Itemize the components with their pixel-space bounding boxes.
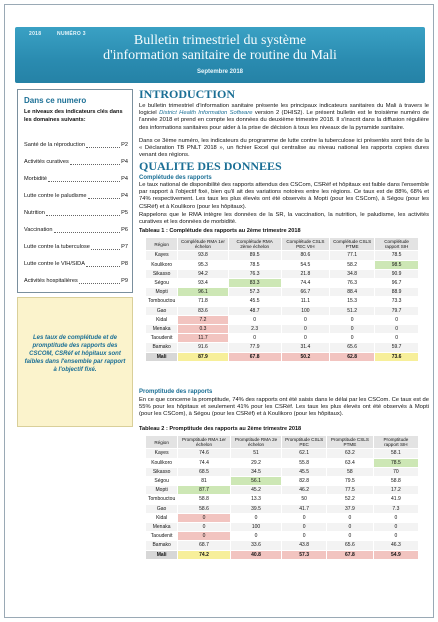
region-cell: Kayes xyxy=(146,449,178,458)
column-header: Région xyxy=(146,238,178,251)
bulletin-date: Septembre 2018 xyxy=(196,69,244,75)
callout-text: Les taux de complétude et de promptitude des rapports des CSCOM, CSRéf et hôpitaux sont faibles dans l'ensemble par rapport à l'objectif fixé. xyxy=(24,335,126,373)
value-cell: 17.2 xyxy=(373,486,418,495)
value-cell: 52.2 xyxy=(327,495,374,504)
issue-year: 2018 xyxy=(29,31,42,37)
value-cell: 68.5 xyxy=(178,467,231,476)
value-cell: 82.8 xyxy=(282,477,327,486)
value-cell: 70 xyxy=(373,467,418,476)
value-cell: 58.6 xyxy=(178,504,231,513)
value-cell: 78.5 xyxy=(228,260,281,269)
value-cell: 93.4 xyxy=(178,279,228,288)
toc-item-label: Lutte contre le paludisme xyxy=(24,193,87,199)
value-cell: 87.9 xyxy=(178,352,228,361)
sidebar-contents xyxy=(17,89,133,293)
region-cell: Ségou xyxy=(146,477,178,486)
value-cell: 62.1 xyxy=(282,449,327,458)
value-cell: 0 xyxy=(282,513,327,522)
value-cell: 76.3 xyxy=(330,279,375,288)
table-row xyxy=(146,523,419,532)
value-cell: 51.2 xyxy=(330,306,375,315)
value-cell: 0 xyxy=(327,523,374,532)
toc-item-page: P2 xyxy=(121,142,128,148)
value-cell: 0 xyxy=(330,334,375,343)
toc-leader xyxy=(70,159,120,165)
toc-item-page: P7 xyxy=(121,244,128,250)
toc-leader xyxy=(86,142,120,148)
value-cell: 54.5 xyxy=(281,260,329,269)
toc-leader xyxy=(88,193,121,199)
region-cell: Tombouctou xyxy=(146,297,178,306)
value-cell: 41.9 xyxy=(373,495,418,504)
value-cell: 0 xyxy=(330,325,375,334)
table-row xyxy=(146,541,419,550)
dhis2-link: District Health Information Software xyxy=(159,110,253,117)
value-cell: 77.5 xyxy=(327,486,374,495)
column-header: Complétude RMA 2ème échelon xyxy=(228,238,281,251)
value-cell: 34.5 xyxy=(230,467,282,476)
value-cell: 71.8 xyxy=(178,297,228,306)
toc-item[interactable] xyxy=(24,176,128,193)
completude-heading: Complétude des rapports xyxy=(139,175,212,181)
value-cell: 11.7 xyxy=(178,334,228,343)
intro-paragraph-2: Dans ce 3ème numéro, les indicateurs du programme de lutte contre la tuberculose ici présentés sont tirés de la « Déclaration TB PNLT 2018 », un fichier Excel qui centralise au niveau national les rapports copies dures venant des régions. xyxy=(139,138,429,159)
value-cell: 79.7 xyxy=(375,306,419,315)
value-cell: 51 xyxy=(230,449,282,458)
table-row xyxy=(146,279,419,288)
toc-item[interactable] xyxy=(24,278,128,295)
value-cell: 34.8 xyxy=(330,269,375,278)
column-header: Promptitude CSLS PEC xyxy=(282,436,327,449)
value-cell: 67.8 xyxy=(228,352,281,361)
highlight-callout xyxy=(17,297,133,427)
toc-item-page: P4 xyxy=(121,176,128,182)
toc-item-page: P9 xyxy=(121,278,128,284)
toc-item-label: Lutte contre le VIH/SIDA xyxy=(24,261,85,267)
toc-leader xyxy=(86,261,120,267)
value-cell: 90.9 xyxy=(375,269,419,278)
value-cell: 73.6 xyxy=(375,352,419,361)
table-row xyxy=(146,495,419,504)
region-cell: Mali xyxy=(146,550,178,559)
region-cell: Ségou xyxy=(146,279,178,288)
value-cell: 7.2 xyxy=(178,315,228,324)
value-cell: 0 xyxy=(373,523,418,532)
value-cell: 29.2 xyxy=(230,458,282,467)
region-cell: Koulikoro xyxy=(146,458,178,467)
column-header: Complétude RMA 1er échelon xyxy=(178,238,228,251)
value-cell: 58 xyxy=(327,467,374,476)
value-cell: 0 xyxy=(281,334,329,343)
completude-note: Rappelons que le RMA intègre les données de la SR, la vaccination, la nutrition, le paludisme, les activités curatives et les données de morbidité. xyxy=(139,212,429,226)
value-cell: 0 xyxy=(230,513,282,522)
table-row xyxy=(146,477,419,486)
value-cell: 79.5 xyxy=(327,477,374,486)
toc-item[interactable] xyxy=(24,227,128,244)
sidebar-heading: Dans ce numero xyxy=(24,96,87,105)
toc-item[interactable] xyxy=(24,244,128,261)
value-cell: 91.6 xyxy=(178,343,228,352)
bulletin-title-line2: d'information sanitaire de routine du Mali xyxy=(103,48,337,63)
table1-caption: Tableau 1 : Complétude des rapports au 2ème trimestre 2018 xyxy=(139,228,301,234)
table-row xyxy=(146,297,419,306)
value-cell: 80.6 xyxy=(281,251,329,260)
completude-table xyxy=(145,237,419,362)
toc-leader xyxy=(54,227,121,233)
region-cell: Gao xyxy=(146,306,178,315)
value-cell: 46.3 xyxy=(373,541,418,550)
value-cell: 2.3 xyxy=(228,325,281,334)
table-row xyxy=(146,449,419,458)
value-cell: 0 xyxy=(228,334,281,343)
toc-leader xyxy=(46,210,120,216)
table-row xyxy=(146,550,419,559)
promptitude-table xyxy=(145,435,419,560)
table-row xyxy=(146,458,419,467)
region-cell: Gao xyxy=(146,504,178,513)
header-banner xyxy=(15,27,425,83)
value-cell: 48.7 xyxy=(228,306,281,315)
value-cell: 62.8 xyxy=(330,352,375,361)
value-cell: 45.5 xyxy=(228,297,281,306)
value-cell: 63.2 xyxy=(327,449,374,458)
value-cell: 57.3 xyxy=(228,288,281,297)
value-cell: 31.4 xyxy=(281,343,329,352)
table-row xyxy=(146,306,419,315)
value-cell: 77.9 xyxy=(228,343,281,352)
value-cell: 39.5 xyxy=(230,504,282,513)
promptitude-heading: Promptitude des rapports xyxy=(139,389,213,395)
value-cell: 88.4 xyxy=(330,288,375,297)
region-cell: Tombouctou xyxy=(146,495,178,504)
value-cell: 56.1 xyxy=(230,477,282,486)
toc-item[interactable] xyxy=(24,261,128,278)
toc-item-page: P4 xyxy=(121,193,128,199)
table-of-contents xyxy=(24,142,128,295)
toc-item[interactable] xyxy=(24,210,128,227)
value-cell: 0 xyxy=(375,334,419,343)
region-cell: Menaka xyxy=(146,325,178,334)
region-cell: Mopti xyxy=(146,486,178,495)
table-row xyxy=(146,334,419,343)
region-cell: Kidal xyxy=(146,315,178,324)
toc-item-page: P4 xyxy=(121,159,128,165)
value-cell: 0 xyxy=(327,532,374,541)
column-header: Complétude rapport SIH xyxy=(375,238,419,251)
value-cell: 0 xyxy=(178,523,231,532)
completude-paragraph: Le taux national de disponibilité des rapports attendus des CSCom, CSRéf et hôpitaux est faible dans l'ensemble par rapport à l'objectif fixé, bien qu'il ait des variations notoires entre les régions. Ce taux est de 88%, 68% et 74% respectivement. Les taux les plus élevés ont été observés à Mopti (pour les CSCom), à Ségou (pour les CSRéf) et à Koulikoro (pour les hôpitaux). xyxy=(139,182,429,210)
value-cell: 83.6 xyxy=(178,306,228,315)
value-cell: 0 xyxy=(375,315,419,324)
table-row xyxy=(146,251,419,260)
value-cell: 78.5 xyxy=(375,251,419,260)
value-cell: 0 xyxy=(282,523,327,532)
table-row xyxy=(146,352,419,361)
value-cell: 65.6 xyxy=(330,343,375,352)
value-cell: 83.3 xyxy=(228,279,281,288)
issue-number: NUMÉRO 3 xyxy=(57,31,86,37)
column-header: Complétude CSLS PTME xyxy=(330,238,375,251)
value-cell: 13.3 xyxy=(230,495,282,504)
value-cell: 50.2 xyxy=(281,352,329,361)
table-row xyxy=(146,504,419,513)
value-cell: 93.8 xyxy=(178,251,228,260)
column-header: Région xyxy=(146,436,178,449)
toc-item[interactable] xyxy=(24,142,128,159)
intro-heading: INTRODUCTION xyxy=(139,87,236,101)
value-cell: 0 xyxy=(230,532,282,541)
toc-item-page: P5 xyxy=(121,210,128,216)
toc-item[interactable] xyxy=(24,193,128,210)
value-cell: 58.8 xyxy=(373,477,418,486)
value-cell: 87.7 xyxy=(178,486,231,495)
value-cell: 0 xyxy=(178,513,231,522)
table2-caption: Tableau 2 : Promptitude des rapports au 2ème trimestre 2018 xyxy=(139,426,302,432)
bulletin-title-line1: Bulletin trimestriel du système xyxy=(133,33,307,48)
value-cell: 95.3 xyxy=(178,260,228,269)
value-cell: 54.9 xyxy=(373,550,418,559)
table-row xyxy=(146,325,419,334)
value-cell: 41.7 xyxy=(282,504,327,513)
value-cell: 7.3 xyxy=(373,504,418,513)
value-cell: 65.6 xyxy=(327,541,374,550)
value-cell: 58.8 xyxy=(178,495,231,504)
value-cell: 96.7 xyxy=(375,279,419,288)
toc-leader xyxy=(79,278,120,284)
value-cell: 37.9 xyxy=(327,504,374,513)
region-cell: Mali xyxy=(146,352,178,361)
table-row xyxy=(146,260,419,269)
value-cell: 81 xyxy=(178,477,231,486)
region-cell: Bamako xyxy=(146,343,178,352)
table-row xyxy=(146,288,419,297)
value-cell: 57.3 xyxy=(282,550,327,559)
value-cell: 94.2 xyxy=(178,269,228,278)
value-cell: 21.8 xyxy=(281,269,329,278)
intro-paragraph-1: Le bulletin trimestriel d'information sanitaire présente les principaux indicateurs sanitaires du Mali à travers le logiciel District Health Information Software version 2 (DHIS2). Le présent bulletin est le troisième numéro de l'année 2018 et prend en compte les données du deuxième trimestre 2018. Il s'inscrit dans la diffusion régulière des informations sanitaires pour aider à la prise de décision à tous les niveaux de la pyramide sanitaire. xyxy=(139,103,429,131)
region-cell: Kayes xyxy=(146,251,178,260)
value-cell: 67.8 xyxy=(327,550,374,559)
toc-item-label: Vaccination xyxy=(24,227,53,233)
region-cell: Taoudenit xyxy=(146,334,178,343)
value-cell: 11.1 xyxy=(281,297,329,306)
value-cell: 45.2 xyxy=(230,486,282,495)
value-cell: 74.6 xyxy=(178,449,231,458)
sidebar-subheading: Le niveaux des indicateurs clés dans les domaines suivants: xyxy=(24,109,123,123)
value-cell: 45.5 xyxy=(282,467,327,476)
value-cell: 50 xyxy=(282,495,327,504)
region-cell: Bamako xyxy=(146,541,178,550)
region-cell: Sikasso xyxy=(146,269,178,278)
value-cell: 0 xyxy=(178,532,231,541)
value-cell: 76.3 xyxy=(228,269,281,278)
toc-item-page: P8 xyxy=(121,261,128,267)
toc-item-label: Morbidité xyxy=(24,176,48,182)
value-cell: 66.7 xyxy=(281,288,329,297)
region-cell: Mopti xyxy=(146,288,178,297)
value-cell: 74.4 xyxy=(178,458,231,467)
value-cell: 55.8 xyxy=(282,458,327,467)
table-row xyxy=(146,486,419,495)
toc-leader xyxy=(91,244,120,250)
value-cell: 68.7 xyxy=(178,541,231,550)
toc-item-page: P6 xyxy=(121,227,128,233)
value-cell: 0 xyxy=(282,532,327,541)
value-cell: 77.1 xyxy=(330,251,375,260)
bulletin-page xyxy=(4,4,434,618)
value-cell: 58.2 xyxy=(330,260,375,269)
quality-heading: QUALITE DES DONNEES xyxy=(139,159,282,173)
value-cell: 88.9 xyxy=(375,288,419,297)
value-cell: 46.2 xyxy=(282,486,327,495)
column-header: Promptitude RMA 2e échelon xyxy=(230,436,282,449)
value-cell: 43.8 xyxy=(282,541,327,550)
toc-item-label: Nutrition xyxy=(24,210,45,216)
value-cell: 78.5 xyxy=(373,458,418,467)
value-cell: 15.3 xyxy=(330,297,375,306)
region-cell: Taoudenit xyxy=(146,532,178,541)
region-cell: Menaka xyxy=(146,523,178,532)
value-cell: 0.3 xyxy=(178,325,228,334)
value-cell: 33.6 xyxy=(230,541,282,550)
toc-leader xyxy=(48,176,120,182)
table-row xyxy=(146,513,419,522)
toc-item-label: Lutte contre la tuberculose xyxy=(24,244,90,250)
value-cell: 100 xyxy=(281,306,329,315)
table-row xyxy=(146,269,419,278)
value-cell: 0 xyxy=(330,315,375,324)
value-cell: 96.1 xyxy=(178,288,228,297)
value-cell: 0 xyxy=(375,325,419,334)
value-cell: 0 xyxy=(281,325,329,334)
value-cell: 0 xyxy=(327,513,374,522)
value-cell: 58.1 xyxy=(373,449,418,458)
region-cell: Sikasso xyxy=(146,467,178,476)
toc-item-label: Santé de la réproduction xyxy=(24,142,85,148)
toc-item-label: Activités hospitalières xyxy=(24,278,78,284)
value-cell: 0 xyxy=(373,513,418,522)
table-row xyxy=(146,532,419,541)
table-row xyxy=(146,467,419,476)
value-cell: 100 xyxy=(230,523,282,532)
column-header: Promptitude RMA 1er échelon xyxy=(178,436,231,449)
table-row xyxy=(146,343,419,352)
column-header: Complétude CSLS PEC VIH xyxy=(281,238,329,251)
value-cell: 40.8 xyxy=(230,550,282,559)
value-cell: 74.2 xyxy=(178,550,231,559)
toc-item[interactable] xyxy=(24,159,128,176)
value-cell: 63.4 xyxy=(327,458,374,467)
value-cell: 74.4 xyxy=(281,279,329,288)
region-cell: Koulikoro xyxy=(146,260,178,269)
promptitude-paragraph: En ce que concerne la promptitude, 74% des rapports ont été saisis dans le délai par les CSCom. Ce taux est de 55% pour les hôpitaux et seulement 41% pour les CSRéf. Les taux les plus élevés ont été observés à Mopti (pour les CSCom), à Ségou (pour les CSRéf) et à Koulikoro (pour les hôpitaux). xyxy=(139,397,429,418)
value-cell: 89.5 xyxy=(228,251,281,260)
value-cell: 73.3 xyxy=(375,297,419,306)
value-cell: 98.5 xyxy=(375,260,419,269)
value-cell: 59.7 xyxy=(375,343,419,352)
value-cell: 0 xyxy=(228,315,281,324)
table-row xyxy=(146,315,419,324)
column-header: Promptitude rapport SIH xyxy=(373,436,418,449)
value-cell: 0 xyxy=(281,315,329,324)
region-cell: Kidal xyxy=(146,513,178,522)
column-header: Promptitude CSLS PTME xyxy=(327,436,374,449)
toc-item-label: Activités curatives xyxy=(24,159,69,165)
value-cell: 0 xyxy=(373,532,418,541)
